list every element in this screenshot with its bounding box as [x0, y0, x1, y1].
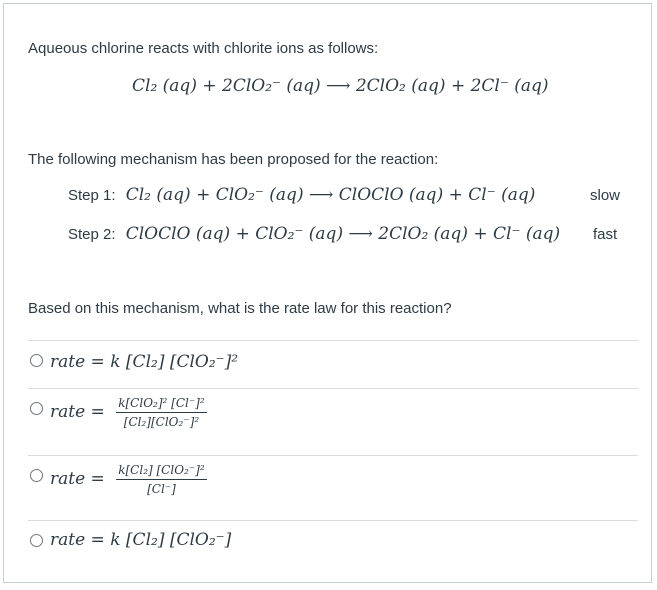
question-text: Based on this mechanism, what is the rate law for this reaction? [28, 300, 452, 317]
option-b-radio[interactable] [30, 402, 43, 415]
mechanism-step-2 [68, 224, 560, 244]
intro-text: Aqueous chlorine reacts with chlorite ions as follows: [28, 40, 379, 57]
option-divider [28, 455, 638, 456]
option-b[interactable] [50, 396, 207, 429]
option-b-denominator: [Cl₂][ClO₂⁻]² [123, 415, 200, 429]
option-c-radio[interactable] [30, 469, 43, 482]
step-1-label: Step 1: [68, 187, 116, 204]
option-b-fraction [116, 396, 206, 429]
mechanism-intro: The following mechanism has been proposed for the reaction: [28, 151, 439, 168]
step-2-label: Step 2: [68, 226, 116, 243]
option-c-numerator: k[Cl₂] [ClO₂⁻]² [116, 463, 206, 480]
step-2-speed: fast [593, 226, 618, 243]
option-d[interactable] [50, 530, 231, 550]
option-c-rate-label: rate = [50, 469, 105, 489]
option-divider [28, 520, 638, 521]
question-panel [3, 3, 652, 583]
option-d-radio[interactable] [30, 534, 43, 547]
option-d-rate-label: rate = [50, 530, 105, 550]
option-c-denominator: [Cl⁻] [147, 482, 176, 496]
option-a-rate-label: rate = [50, 352, 105, 372]
option-b-numerator: k[ClO₂]² [Cl⁻]² [116, 396, 206, 413]
step-1-speed: slow [590, 187, 621, 204]
option-a-expression: k [Cl₂] [ClO₂⁻]² [110, 352, 239, 372]
option-d-expression: k [Cl₂] [ClO₂⁻] [110, 530, 232, 550]
mechanism-step-1 [68, 185, 535, 205]
step-1-equation: Cl₂ (aq) + ClO₂⁻ (aq) ⟶ ClOClO (aq) + Cl⁻ (aq) [125, 185, 536, 205]
option-a[interactable] [50, 352, 238, 372]
option-b-rate-label: rate = [50, 402, 105, 422]
option-a-radio[interactable] [30, 354, 43, 367]
option-c[interactable] [50, 463, 207, 496]
option-c-fraction [116, 463, 206, 496]
overall-equation: Cl₂ (aq) + 2ClO₂⁻ (aq) ⟶ 2ClO₂ (aq) + 2Cl⁻ (aq) [132, 76, 549, 96]
step-2-equation: ClOClO (aq) + ClO₂⁻ (aq) ⟶ 2ClO₂ (aq) + Cl⁻ (aq) [125, 224, 561, 244]
option-divider [28, 388, 638, 389]
option-divider [28, 340, 638, 341]
